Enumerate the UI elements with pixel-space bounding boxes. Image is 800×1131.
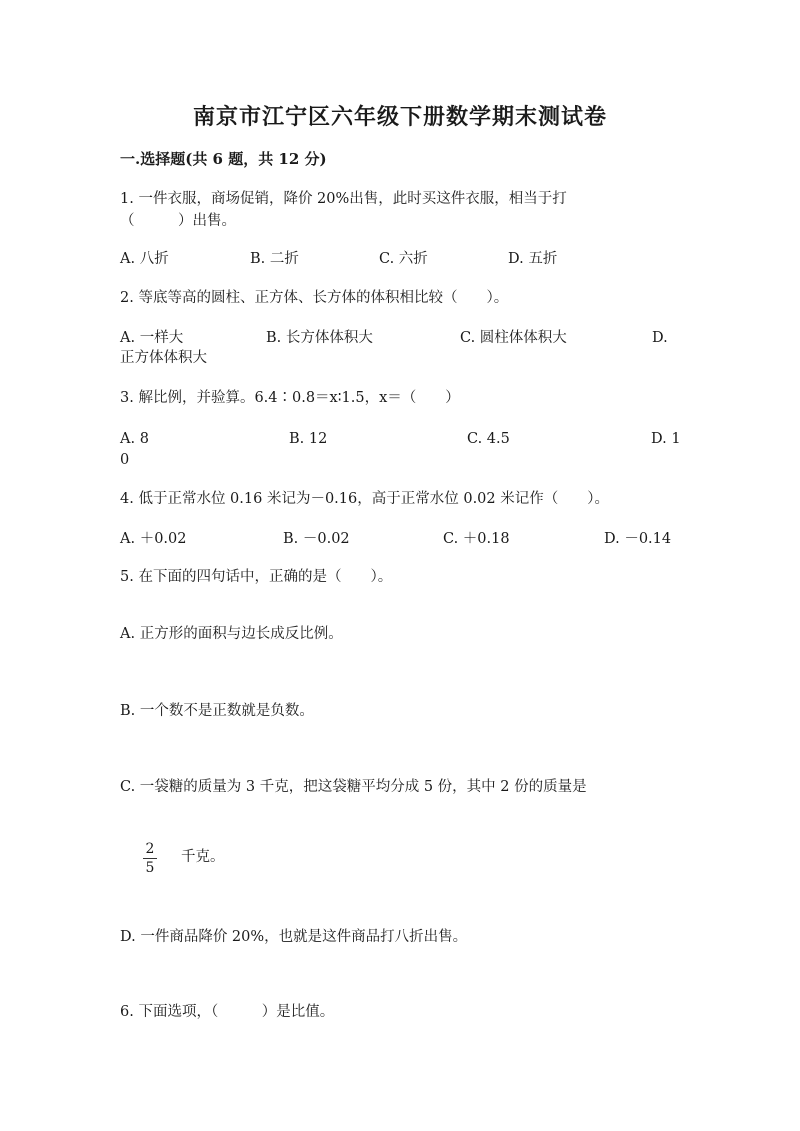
question-4-option-d: D. －0.14 xyxy=(604,531,672,547)
question-5-stem: 5. 在下面的四句话中，正确的是（ ）。 xyxy=(120,569,393,585)
question-1-stem-line2: （ ）出售。 xyxy=(120,213,236,229)
question-2-option-b: B. 长方体体积大 xyxy=(266,330,373,346)
question-2-option-d-wrap: 正方体体积大 xyxy=(120,350,207,366)
question-5-option-c: C. 一袋糖的质量为 3 千克，把这袋糖平均分成 5 份，其中 2 份的质量是 xyxy=(120,779,587,795)
question-2-option-a: A. 一样大 xyxy=(120,330,184,346)
fraction-bar xyxy=(143,858,157,859)
question-3-option-c: C. 4.5 xyxy=(467,431,510,447)
question-3-option-a: A. 8 xyxy=(120,431,149,447)
question-4-option-a: A. ＋0.02 xyxy=(120,531,187,547)
question-5-option-b: B. 一个数不是正数就是负数。 xyxy=(120,703,314,719)
question-4-stem: 4. 低于正常水位 0.16 米记为－0.16，高于正常水位 0.02 米记作（ ）。 xyxy=(120,491,609,507)
question-1-stem-line1: 1. 一件衣服，商场促销，降价 20%出售，此时买这件衣服，相当于打 xyxy=(120,191,567,207)
question-1-option-d: D. 五折 xyxy=(508,251,558,267)
question-5-option-d: D. 一件商品降价 20%，也就是这件商品打八折出售。 xyxy=(120,929,468,945)
question-3-option-d-wrap: 0 xyxy=(120,452,130,468)
question-5-option-c-unit: 千克。 xyxy=(181,849,225,865)
question-5-option-a: A. 正方形的面积与边长成反比例。 xyxy=(120,626,343,642)
question-2-option-d: D. xyxy=(652,330,668,346)
fraction-denominator: 5 xyxy=(145,860,155,876)
question-1-option-c: C. 六折 xyxy=(379,251,428,267)
question-3-option-b: B. 12 xyxy=(289,431,328,447)
question-1-option-a: A. 八折 xyxy=(120,251,169,267)
fraction-numerator: 2 xyxy=(145,841,155,857)
question-3-stem: 3. 解比例，并验算。6.4∶0.8＝x∶1.5，x＝（ ） xyxy=(120,390,460,406)
question-1-option-b: B. 二折 xyxy=(250,251,299,267)
question-2-option-c: C. 圆柱体体积大 xyxy=(460,330,567,346)
question-4-option-b: B. －0.02 xyxy=(283,531,350,547)
section-heading: 一.选择题(共 6 题，共 12 分) xyxy=(120,150,327,168)
fraction-two-fifths xyxy=(143,842,157,875)
question-6-stem: 6. 下面选项，（ ）是比值。 xyxy=(120,1004,335,1020)
question-4-option-c: C. ＋0.18 xyxy=(443,531,510,547)
question-2-stem: 2. 等底等高的圆柱、正方体、长方体的体积相比较（ ）。 xyxy=(120,290,509,306)
question-3-option-d: D. 1 xyxy=(651,431,681,447)
page-title: 南京市江宁区六年级下册数学期末测试卷 xyxy=(192,104,607,130)
